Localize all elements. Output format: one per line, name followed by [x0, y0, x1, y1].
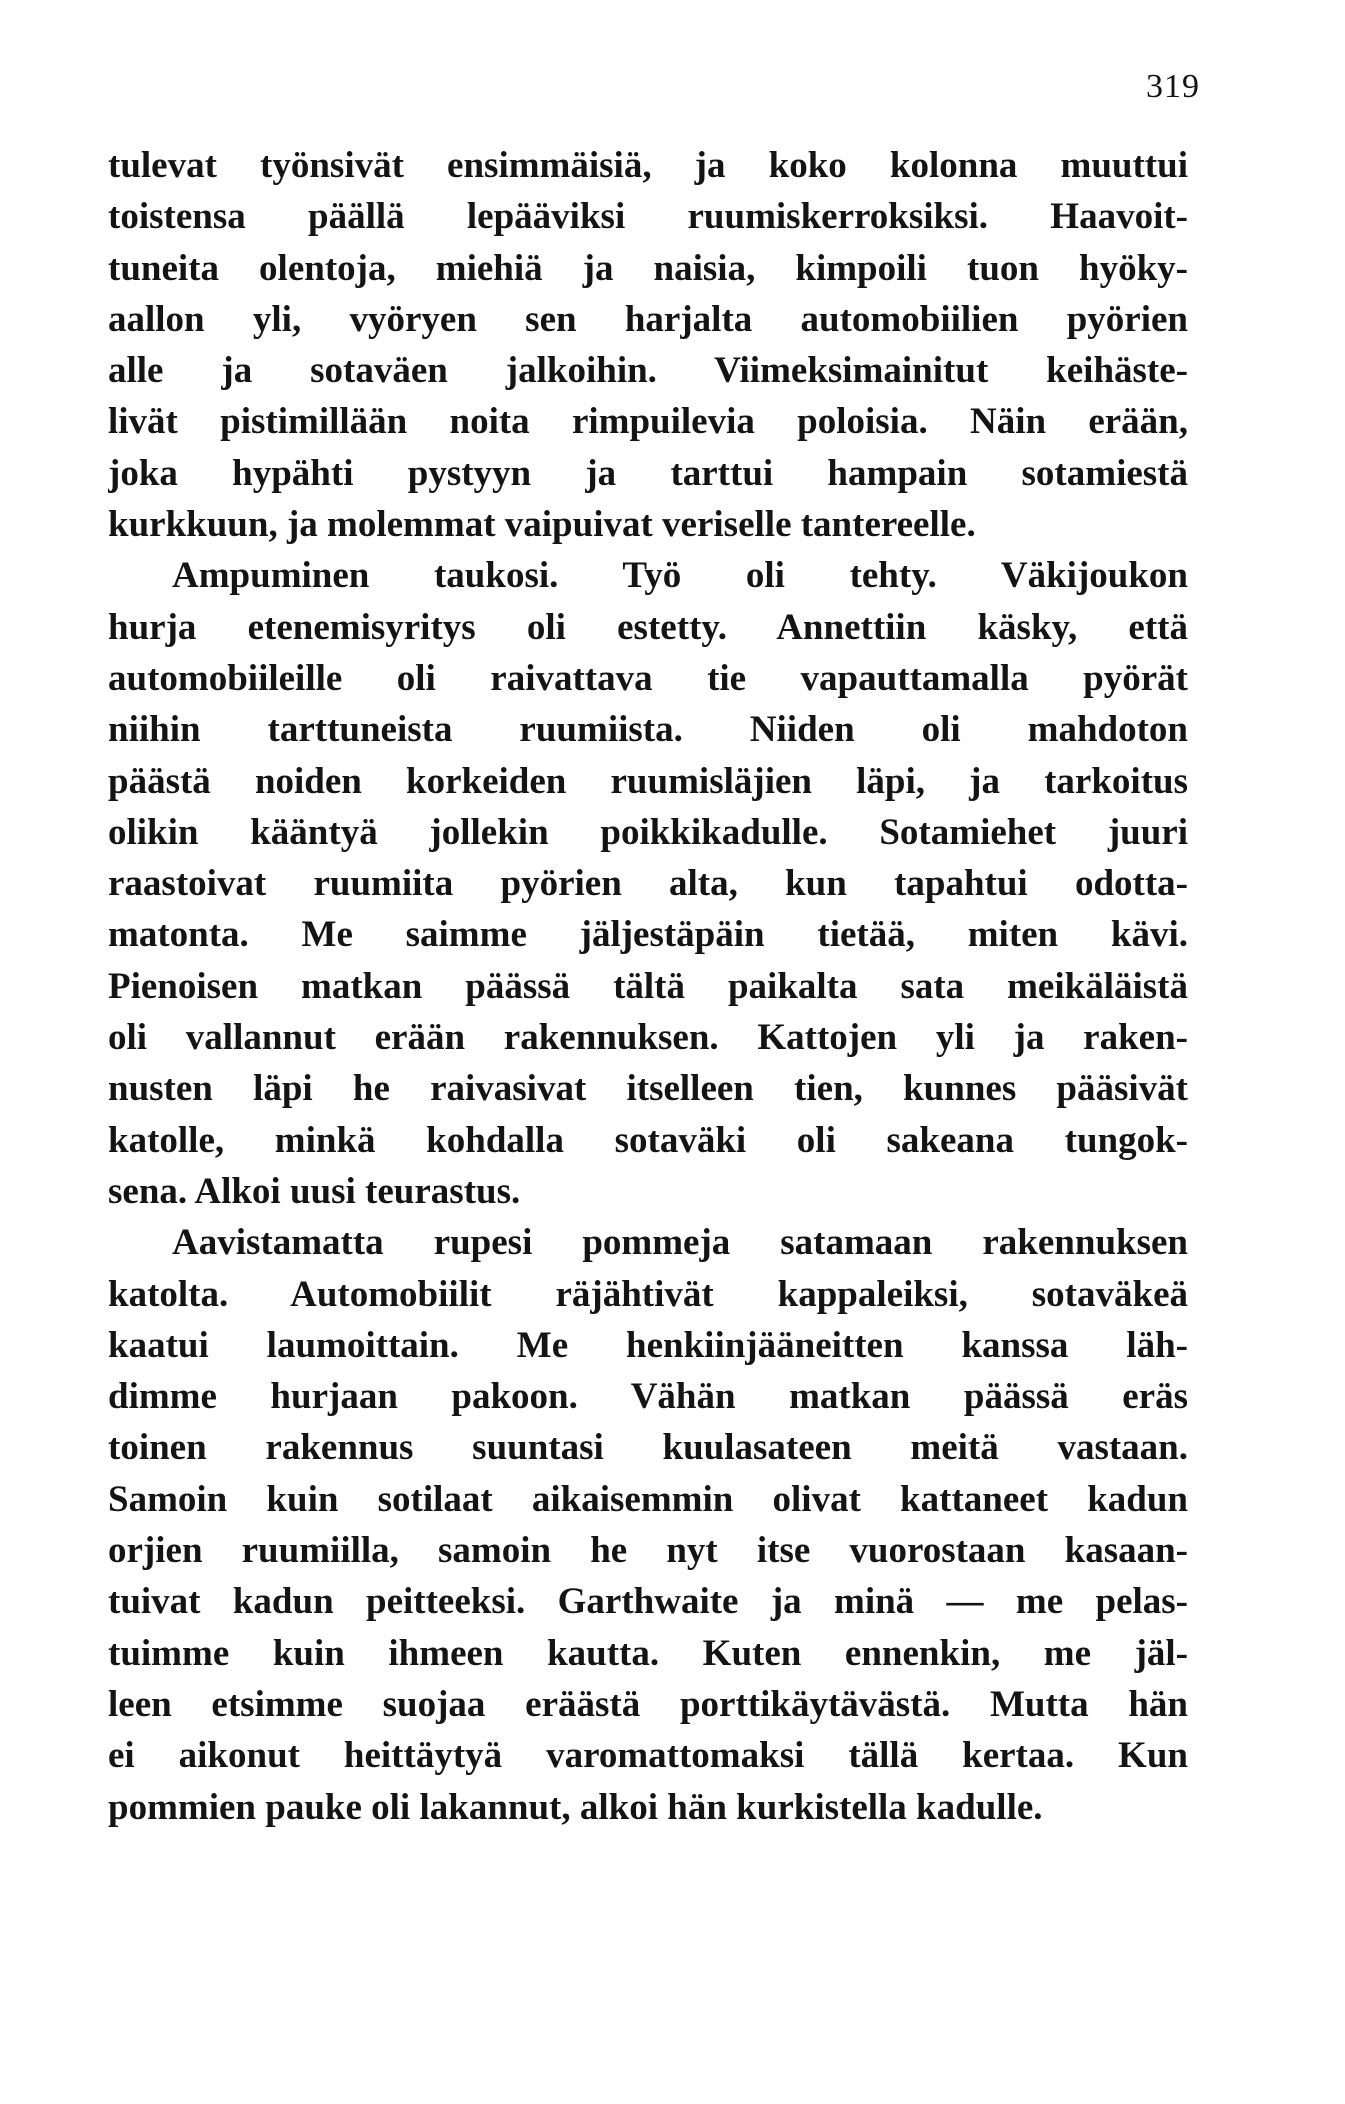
- text-line: raastoivat ruumiita pyörien alta, kun tapahtui odotta-: [108, 863, 1188, 905]
- text-line: tuivat kadun peitteeksi. Garthwaite ja minä — me pelas-: [108, 1581, 1188, 1623]
- text-line: matonta. Me saimme jäljestäpäin tietää, miten kävi.: [108, 914, 1188, 956]
- body-text: [108, 140, 1188, 1833]
- text-line: niihin tarttuneista ruumiista. Niiden oli mahdoton: [108, 709, 1188, 751]
- text-line: Pienoisen matkan päässä tältä paikalta sata meikäläistä: [108, 965, 1188, 1007]
- text-line: katolle, minkä kohdalla sotaväki oli sakeana tungok-: [108, 1119, 1188, 1161]
- text-line: aallon yli, vyöryen sen harjalta automobiilien pyörien: [108, 298, 1188, 340]
- text-line: tulevat työnsivät ensimmäisiä, ja koko kolonna muuttui: [108, 145, 1188, 186]
- text-line: kaatui laumoittain. Me henkiinjääneitten kanssa läh-: [108, 1324, 1188, 1366]
- page-number: 319: [1146, 68, 1200, 105]
- text-line: orjien ruumiilla, samoin he nyt itse vuorostaan kasaan-: [108, 1530, 1188, 1572]
- text-line: kurkkuun, ja molemmat vaipuivat veriselle tantereelle.: [108, 504, 976, 546]
- text-line: livät pistimillään noita rimpuilevia poloisia. Näin erään,: [108, 401, 1188, 443]
- text-line: pommien pauke oli lakannut, alkoi hän kurkistella kadulle.: [108, 1786, 1043, 1828]
- text-line: sena. Alkoi uusi teurastus.: [108, 1170, 521, 1212]
- text-line: ei aikonut heittäytyä varomattomaksi tällä kertaa. Kun: [108, 1735, 1188, 1777]
- text-line: nusten läpi he raivasivat itselleen tien, kunnes pääsivät: [108, 1068, 1188, 1110]
- paragraph-start-line: Ampuminen taukosi. Työ oli tehty. Väkijoukon: [172, 555, 1188, 597]
- text-line: hurja etenemisyritys oli estetty. Annettiin käsky, että: [108, 606, 1188, 648]
- text-line: dimme hurjaan pakoon. Vähän matkan päässä eräs: [108, 1376, 1188, 1418]
- text-line: Samoin kuin sotilaat aikaisemmin olivat kattaneet kadun: [108, 1478, 1188, 1520]
- text-line: automobiileille oli raivattava tie vapauttamalla pyörät: [108, 657, 1188, 699]
- paragraph-start-line: Aavistamatta rupesi pommeja satamaan rakennuksen: [172, 1222, 1188, 1264]
- text-line: tuimme kuin ihmeen kautta. Kuten ennenkin, me jäl-: [108, 1632, 1188, 1674]
- text-line: olikin kääntyä jollekin poikkikadulle. Sotamiehet juuri: [108, 811, 1188, 853]
- text-line: toinen rakennus suuntasi kuulasateen meitä vastaan.: [108, 1427, 1188, 1469]
- text-line: alle ja sotaväen jalkoihin. Viimeksimainitut keihäste-: [108, 350, 1188, 392]
- text-line: toistensa päällä lepääviksi ruumiskerroksiksi. Haavoit-: [108, 196, 1188, 238]
- text-line: joka hypähti pystyyn ja tarttui hampain sotamiestä: [108, 452, 1188, 494]
- text-line: oli vallannut erään rakennuksen. Kattojen yli ja raken-: [108, 1017, 1188, 1059]
- text-line: leen etsimme suojaa eräästä porttikäytävästä. Mutta hän: [108, 1683, 1188, 1725]
- text-line: päästä noiden korkeiden ruumisläjien läpi, ja tarkoitus: [108, 760, 1188, 802]
- text-line: katolta. Automobiilit räjähtivät kappaleiksi, sotaväkeä: [108, 1273, 1188, 1315]
- text-line: tuneita olentoja, miehiä ja naisia, kimpoili tuon hyöky-: [108, 247, 1188, 289]
